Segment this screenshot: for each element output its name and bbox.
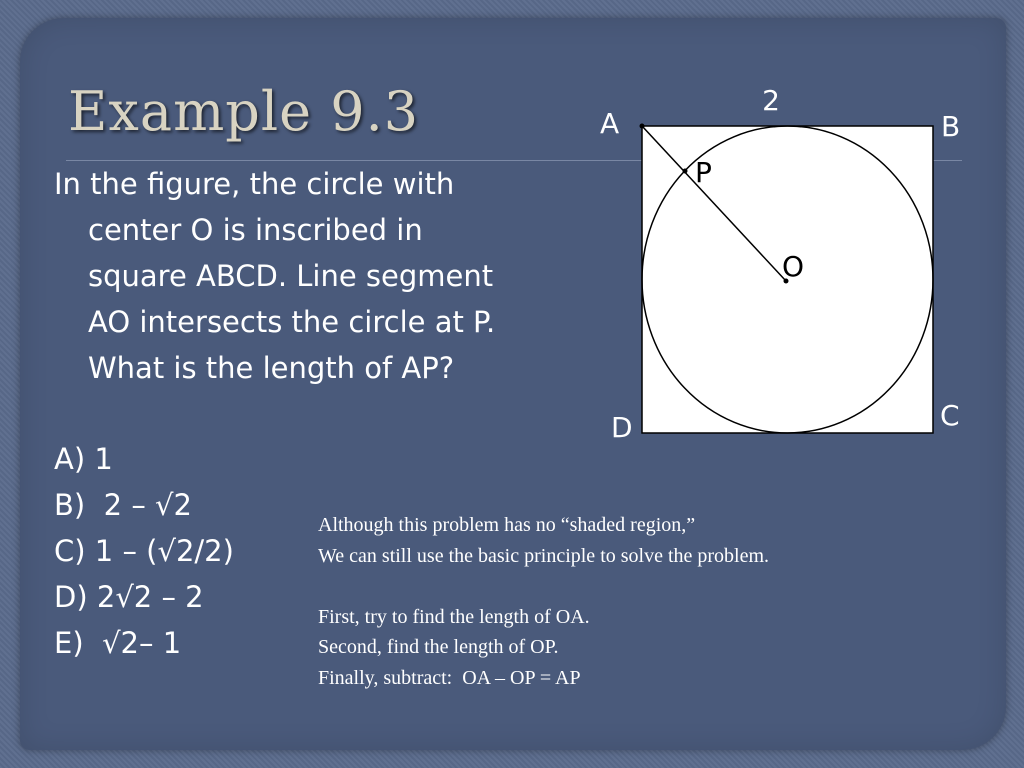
choice-e: E) √2– 1 bbox=[54, 626, 182, 660]
problem-line: center O is inscribed in bbox=[88, 213, 423, 247]
problem-line: square ABCD. Line segment bbox=[88, 259, 494, 293]
hint-line: Finally, subtract: OA – OP = AP bbox=[318, 666, 581, 689]
center-o-label: O bbox=[782, 250, 805, 283]
choice-a: A) 1 bbox=[54, 442, 113, 476]
choice-b: B) 2 – √2 bbox=[54, 488, 192, 522]
problem-line: In the figure, the circle with bbox=[54, 167, 455, 201]
point-p bbox=[683, 169, 688, 174]
point-a bbox=[640, 124, 645, 129]
problem-line: What is the length of AP? bbox=[88, 351, 455, 385]
hint-line: We can still use the basic principle to solve the problem. bbox=[318, 544, 770, 567]
choice-d: D) 2√2 – 2 bbox=[54, 580, 204, 614]
slide-title: Example 9.3 bbox=[68, 80, 420, 143]
hint-line: First, try to find the length of OA. bbox=[318, 605, 590, 628]
hint-line: Second, find the length of OP. bbox=[318, 636, 559, 658]
vertex-a-label: A bbox=[600, 107, 620, 140]
choice-c: C) 1 – (√2/2) bbox=[54, 534, 234, 568]
hint-line: Although this problem has no “shaded region,” bbox=[318, 514, 696, 536]
problem-line: AO intersects the circle at P. bbox=[88, 305, 496, 339]
vertex-d-label: D bbox=[611, 411, 633, 444]
vertex-c-label: C bbox=[940, 399, 960, 432]
point-p-label: P bbox=[695, 156, 712, 189]
vertex-b-label: B bbox=[941, 110, 961, 143]
side-length-label: 2 bbox=[762, 84, 780, 117]
